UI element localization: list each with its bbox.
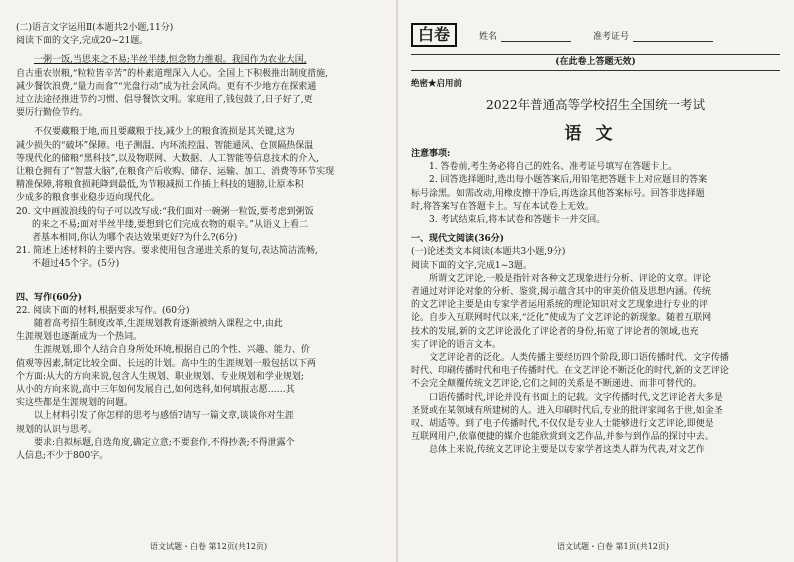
question-20: 20. 文中画波浪线的句子可以改写成:“我们面对一碗粥一粒饭,要考虑到粥饭 xyxy=(16,206,314,217)
attention-item: 时,将答案写在答题卡上。写在本试卷上无效。 xyxy=(411,201,594,212)
prompt-line: 以上材料引发了你怎样的思考与感悟?请写一篇文章,谈谈你对生涯 xyxy=(34,411,294,422)
paragraph-line: 时代、印刷传播时代和电子传播时代。在文艺评论不断泛化的时代,新的文艺评论 xyxy=(411,366,729,377)
paragraph-line: 者通过对评论对象的分析、鉴赏,揭示蕴含其中的审美价值及思想内涵。传统 xyxy=(411,287,711,298)
prompt-line: 规划的认识与思考。 xyxy=(16,424,98,435)
id-label: 准考证号 xyxy=(593,31,630,42)
paragraph-line: 减少损失的“破坏”保障。电子测温、内环流控温、智能通风、仓顶隔热保温 xyxy=(16,140,314,151)
material-line: 实这些都是生涯规划的问题。 xyxy=(16,398,134,409)
name-field[interactable] xyxy=(479,29,571,42)
paragraph-line: 让粮仓拥有了“智慧大脑”,在粮食产后收购、储存、运输、加工、消费等环节实现 xyxy=(16,167,335,178)
paragraph-line: 论。自步入互联网时代以来,“泛化”使成为了文艺评论的新现象。随着互联网 xyxy=(411,313,712,324)
paragraph-line: 文艺评论者的泛化。人类传播主要经历四个阶段,即口语传播时代、文字传播 xyxy=(429,353,729,364)
paragraph-line: 等现代化的储粮“黑科技”,以及物联网、大数据、人工智能等信息技术的介入, xyxy=(16,153,319,164)
paragraph-line: 总体上来说,传统文艺评论主要是以专家学者这类人群为代表,对文艺作 xyxy=(429,445,705,456)
paragraph-line: 口语传播时代,评论并没有书面上的记载。文字传播时代,文艺评论者大多是 xyxy=(429,392,723,403)
writing-section-title: 四、写作(60分) xyxy=(16,292,83,303)
paragraph-line: 不仅要藏粮于地,而且要藏粮于技,减少上的粮食流损是其关键,这为 xyxy=(34,127,295,138)
attention-item: 1. 答卷前,考生务必将自己的姓名、准考证号填写在答题卡上。 xyxy=(429,162,678,173)
instruction: 阅读下面的文字,完成20~21题。 xyxy=(16,36,149,47)
instruction: 阅读下面的文字,完成1~3题。 xyxy=(411,260,532,271)
material-line: 个方面:从大的方向来说,包含人生规划、职业规划、专业规划和学业规划; xyxy=(16,371,304,382)
paragraph-line: 技术的发展,新的文艺评论汲化了评论者的身份,拓宽了评论者的领域,也充 xyxy=(411,326,699,337)
paragraph-line: 减少餐饮浪费,“量力而食”“光盘行动”成为社会风尚。更有不少地方在探索通 xyxy=(16,81,317,92)
material-line: 生涯规划也逐渐成为一个热词。 xyxy=(16,332,143,343)
material-line: 随着高考招生制度改革,生涯规划教育逐渐被纳入课程之中,由此 xyxy=(34,319,283,330)
wavy-underline-text: 一粥一饭,当思来之不易;半丝半缕,恒念物力维艰。我国作为农业大国, xyxy=(34,55,307,66)
paragraph-line: 不会完全颠覆传统文艺评论,它们之间的关系是不断递进、而非可替代的。 xyxy=(411,379,702,390)
subject-title: 语文 xyxy=(564,124,627,144)
subsection-title: (一)论述类文本阅读(本题共3小题,9分) xyxy=(411,247,566,258)
material-line: 生涯规划,即个人结合自身所处环境,根据自己的个性、兴趣、能力、价 xyxy=(34,345,310,356)
secret-label: 绝密★启用前 xyxy=(411,79,463,89)
section-title: (二)语言文字运用Ⅱ(本题共2小题,11分) xyxy=(16,23,174,33)
attention-item: 2. 回答选择题时,选出每小题答案后,用铅笔把答题卡上对应题目的答案 xyxy=(429,175,708,186)
question-22: 22. 阅读下面的材料,根据要求写作。(60分) xyxy=(16,305,190,316)
question-20-cont: 者基本相同,你认为哪个表达效果更好?为什么?(6分) xyxy=(32,233,238,244)
id-blank[interactable] xyxy=(633,31,713,42)
exam-header xyxy=(411,22,780,48)
paragraph-line: 的文艺评论主要是由专家学者运用系统的理论知识对文艺现象进行专业的评 xyxy=(411,300,709,311)
paragraph-line: 精准保障,将粮食损耗降到最低,为节粮减损工作插上科技的翅膀,让原本积 xyxy=(16,180,304,191)
question-21: 21. 简述上述材料的主要内容。要求使用包含递进关系的复句,表达简洁流畅, xyxy=(16,246,318,257)
right-page xyxy=(397,0,794,562)
question-20-cont: 的来之不易;面对半丝半缕,要想到它们完成衣物的艰辛。”从语义上看二 xyxy=(32,219,308,230)
exam-title: 2022年普通高等学校招生全国统一考试 xyxy=(485,97,706,112)
paragraph-line: 要厉行勤俭节约。 xyxy=(16,108,89,119)
name-blank[interactable] xyxy=(501,31,571,42)
paragraph-line: 所谓文艺评论,一般是指针对各种文艺现象进行分析、评论的文章。评论 xyxy=(429,273,711,284)
invalid-notice: (在此卷上答题无效) xyxy=(411,54,780,71)
paragraph-line: 少成多的粮食事业稳步迈向现代化。 xyxy=(16,193,161,204)
requirement-line: 要求:自拟标题,自选角度,确定立意;不要套作,不得抄袭;不得泄露个 xyxy=(34,437,295,448)
material-line: 从小的方向来说,高中三年如何发展自己,如何选科,如何填报志愿……其 xyxy=(16,385,295,396)
paragraph-line: 圣贤或在某领域有所建树的人。进入印刷时代后,专业的批评家闻名于世,如金圣 xyxy=(411,405,723,416)
paragraph-line: 实了评论的语言文本。 xyxy=(411,339,502,350)
paragraph-line xyxy=(16,54,379,67)
attention-title: 注意事项: xyxy=(411,149,451,159)
name-label: 姓名 xyxy=(479,31,498,42)
paragraph-line: 过立法途径推进节约习惯、倡导餐饮文明。家庭用了,钱包鼓了,日子好了,更 xyxy=(16,95,313,106)
paper-badge: 白卷 xyxy=(411,23,457,47)
material-line: 值观等因素,制定比较全面、长远的计划。高中生的生涯规划一般包括以下两 xyxy=(16,358,316,369)
page-footer: 语文试题・白卷 第1页(共12页) xyxy=(557,542,670,551)
paragraph-line: 互联网用户,依靠便捷的媒介也能欣赏到文艺作品,并参与到作品的探讨中去。 xyxy=(411,432,714,443)
requirement-line: 人信息;不少于800字。 xyxy=(16,451,109,462)
question-21-cont: 不超过45个字。(5分) xyxy=(32,259,120,270)
section-title: 一、现代文阅读(36分) xyxy=(411,234,505,245)
paragraph-line: 叹、胡适等。到了电子传播时代,不仅仅是专业人士能够进行文艺评论,即便是 xyxy=(411,419,714,430)
attention-item: 3. 考试结束后,将本试卷和答题卡一并交回。 xyxy=(429,215,606,226)
id-field[interactable] xyxy=(593,29,713,42)
page-footer: 语文试题・白卷 第12页(共12页) xyxy=(150,542,268,551)
attention-item: 标号涂黑。如需改动,用橡皮擦干净后,再选涂其他答案标号。回答非选择题 xyxy=(411,188,705,199)
paragraph-line: 自古重农崇粮,“粒粒皆辛苦”的朴素道理深入人心。全国上下积极推出制度措施, xyxy=(16,68,328,79)
